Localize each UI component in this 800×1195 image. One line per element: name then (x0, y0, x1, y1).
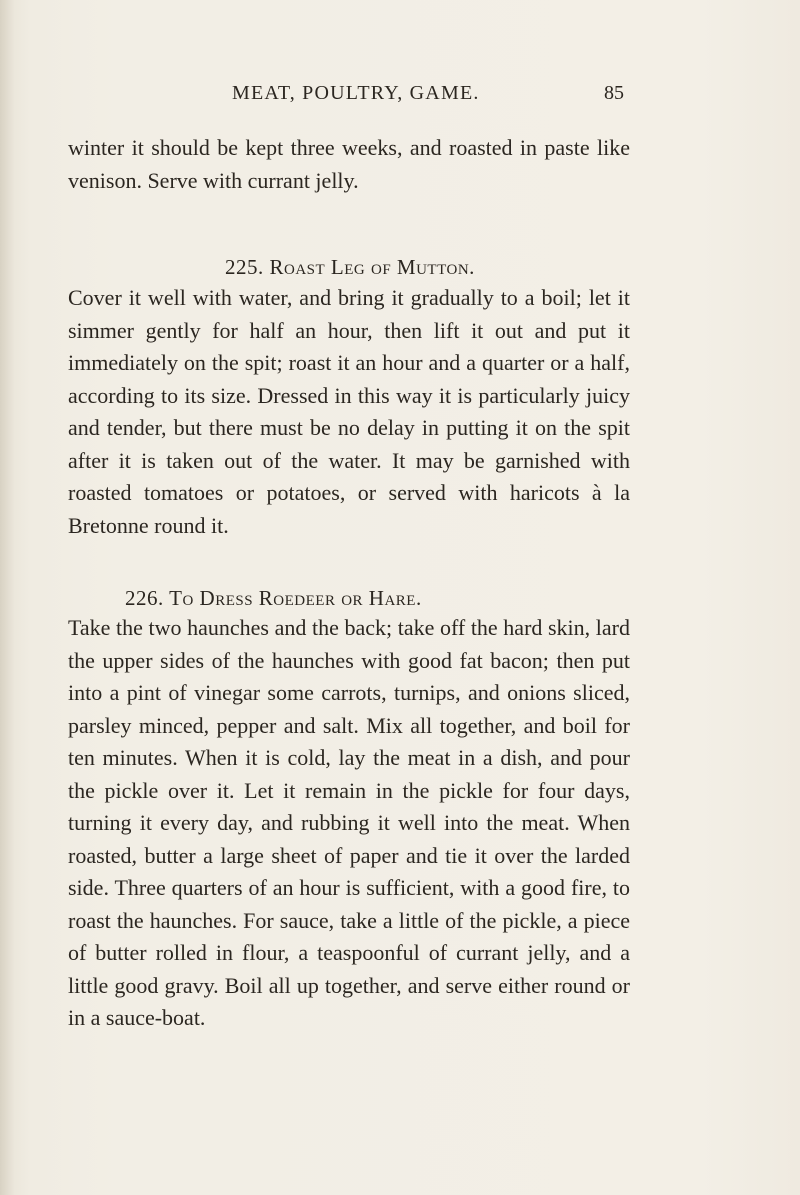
recipe-225-heading: 225. Roast Leg of Mutton. (225, 255, 475, 279)
recipe-226-heading: 226. To Dress Roedeer or Hare. (125, 586, 422, 610)
page-number: 85 (604, 82, 624, 104)
recipe-225-body: Cover it well with water, and bring it gradually to a boil; let it simmer gently for half an hour, then lift it out and put it immediately on the spit; roast it an hour and a quarter or a half, according to its size. Dressed in this way it is particularly juicy and tender, but there must be no delay in putting it on the spit after it is taken out of the water. It may be garnished with roasted tomatoes or potatoes, or served with haricots à la Bretonne round it. (68, 285, 630, 538)
running-head (0, 82, 800, 112)
intro-paragraph: winter it should be kept three weeks, and roasted in paste like venison. Serve with currant jelly. (68, 135, 630, 193)
running-title: MEAT, POULTRY, GAME. (232, 82, 480, 104)
page-binding-edge (0, 0, 14, 1195)
recipe-226-body: Take the two haunches and the back; take off the hard skin, lard the upper sides of the haunches with good fat bacon; then put into a pint of vinegar some carrots, turnips, and onions sliced, parsley minced, pepper and salt. Mix all together, and boil for ten minutes. When it is cold, lay the meat in a dish, and pour the pickle over it. Let it remain in the pickle for four days, turning it every day, and rubbing it well into the meat. When roasted, butter a large sheet of paper and tie it over the larded side. Three quarters of an hour is sufficient, with a good fire, to roast the haunches. For sauce, take a little of the pickle, a piece of butter rolled in flour, a teaspoonful of currant jelly, and a little good gravy. Boil all up together, and serve either round or in a sauce-boat. (68, 615, 630, 1030)
